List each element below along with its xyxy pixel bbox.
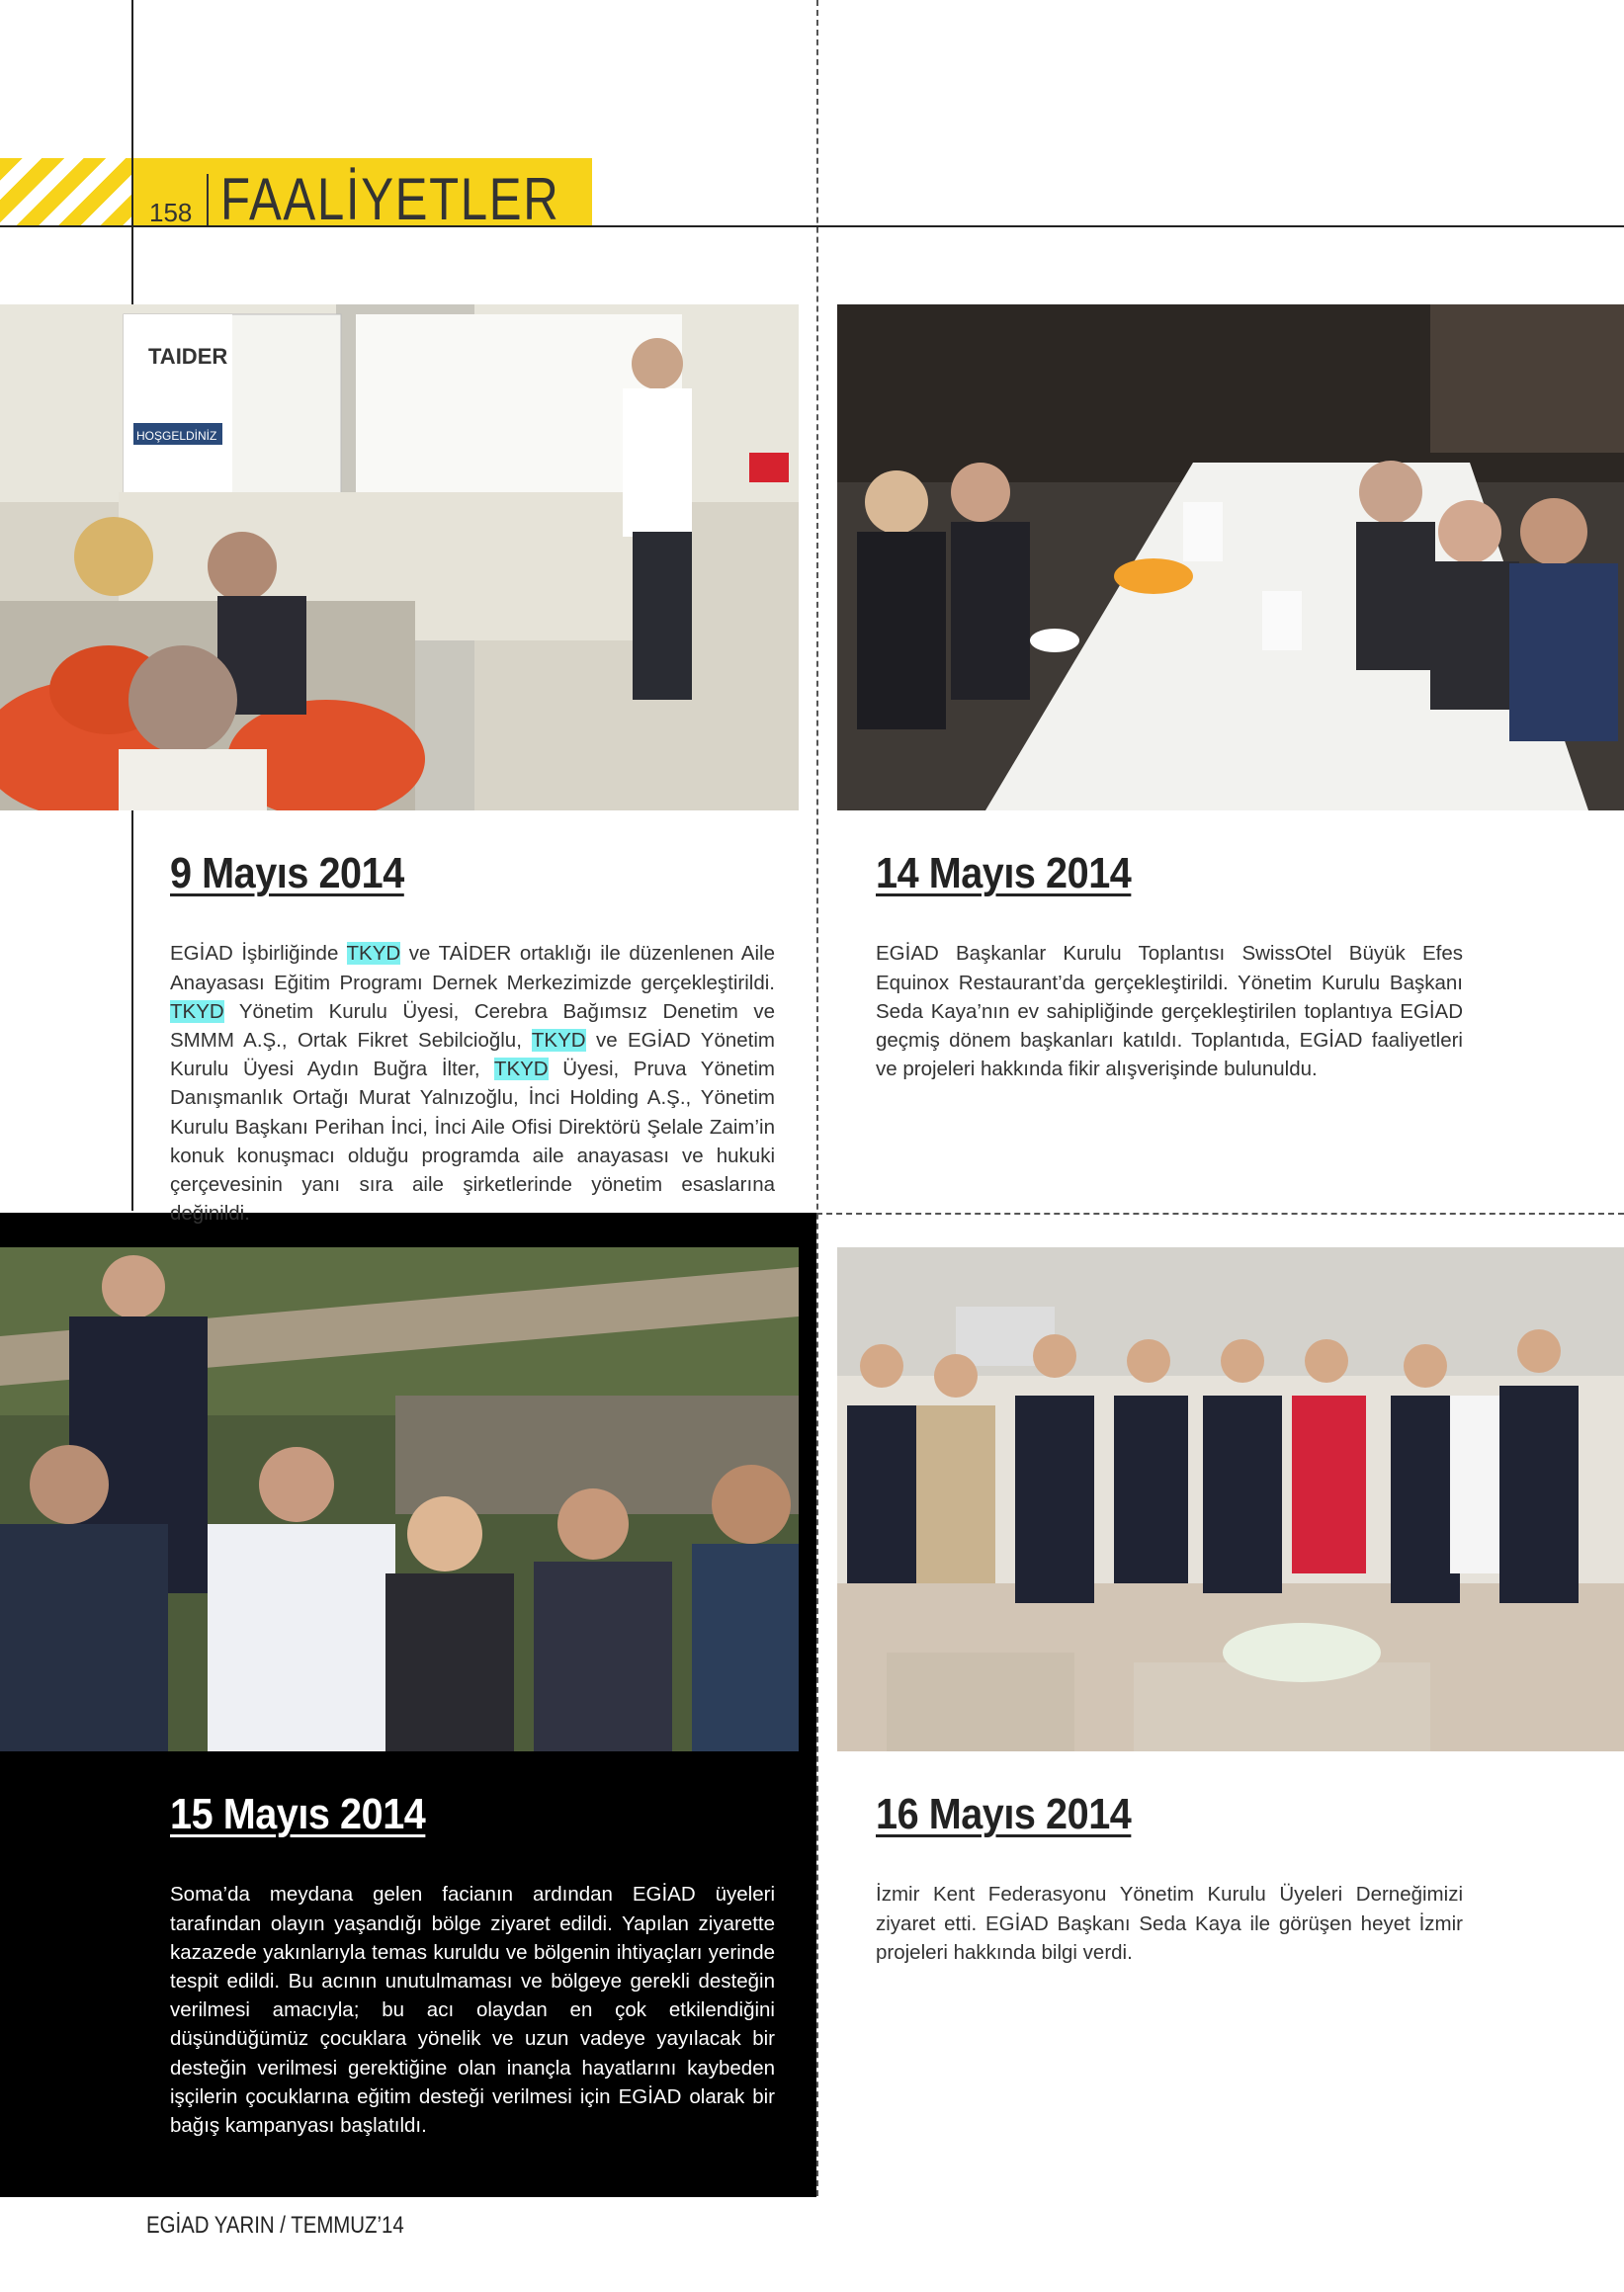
highlighted-term: TKYD xyxy=(346,942,401,966)
highlighted-term: TKYD xyxy=(170,999,224,1023)
article-body xyxy=(170,939,775,1228)
article-body xyxy=(876,939,1463,1083)
article-body xyxy=(876,1880,1463,1967)
section-title: FAALİYETLER xyxy=(220,166,560,225)
article-may-9 xyxy=(170,850,775,1248)
section-header xyxy=(133,158,592,225)
header-rule xyxy=(0,225,1624,227)
body-text-run: ve EGİAD Yönetim Kurulu Üyesi Aydın Buğra İlter, xyxy=(170,1029,775,1081)
body-text-run: Yönetim Kurulu Üyesi, Cerebra Bağımsız Denetim ve SMMM A.Ş., Ortak Fikret Sebilcioğlu, xyxy=(170,999,775,1052)
body-text-run: EGİAD Başkanlar Kurulu Toplantısı SwissOtel Büyük Efes Equinox Restaurant’da gerçekleştirildi. Yönetim Kurulu Başkanı Seda Kaya’nın ev sahipliğinde gerçekleştirilen toplantıya EGİAD geçmiş dönem başkanları katıldı. Toplantıda, EGİAD faaliyetleri ve projeleri hakkında fikir alışverişinde bulunuldu. xyxy=(876,942,1463,1081)
body-text-run: ve TAİDER ortaklığı ile düzenlenen Aile Anayasası Eğitim Programı Dernek Merkezimizde gerçekleştirildi. xyxy=(170,942,775,994)
article-may-15 xyxy=(170,1791,775,2161)
photo-seminar xyxy=(0,304,799,810)
article-may-16 xyxy=(876,1791,1463,1988)
hazard-stripes-decoration xyxy=(0,158,131,225)
row-divider xyxy=(816,1213,1624,1215)
body-text-run: İzmir Kent Federasyonu Yönetim Kurulu Üyeleri Derneğimizi ziyaret etti. EGİAD Başkanı Seda Kaya ile görüşen heyet İzmir projeleri hakkında bilgi verdi. xyxy=(876,1883,1463,1964)
highlighted-term: TKYD xyxy=(493,1058,549,1081)
article-date: 15 Mayıs 2014 xyxy=(170,1790,426,1838)
page-number: 158 xyxy=(149,198,193,225)
photo-delegation-visit xyxy=(837,1247,1624,1751)
welcome-banner-text: HOŞGELDİNİZ xyxy=(136,429,217,443)
footer-publication: EGİAD YARIN / TEMMUZ’14 xyxy=(146,2212,404,2239)
article-date: 16 Mayıs 2014 xyxy=(876,1790,1132,1838)
article-date: 9 Mayıs 2014 xyxy=(170,849,404,897)
body-text-run: EGİAD İşbirliğinde xyxy=(170,942,347,966)
article-may-14 xyxy=(876,850,1463,1104)
header-separator xyxy=(207,174,209,225)
photo-soma-visit xyxy=(0,1247,799,1751)
article-date: 14 Mayıs 2014 xyxy=(876,849,1132,897)
column-divider xyxy=(816,0,818,2196)
body-text-run: Soma’da meydana gelen facianın ardından EGİAD üyeleri tarafından olayın yaşandığı bölge ziyaret edildi. Yapılan ziyarette kazazede yakınlarıyla temas kuruldu ve bölgenin ihtiyaçları yerinde tespit edildi. Bu acının unutulmaması ve bölgeye gerekli desteğin verilmesi amacıyla; bu acı olaydan en çok etkilendiğini düşündüğümüz çocuklara yönelik ve uzun vadeye yayılacak bir desteğin verilmesi gerektiğine olan inançla hayatlarını kaybeden işçilerin çocuklarına eğitim desteği verilmesi için EGİAD olarak bir bağış kampanyası başlatıldı. xyxy=(170,1883,775,2138)
body-text-run: Üyesi, Pruva Yönetim Danışmanlık Ortağı Murat Yalnızoğlu, İnci Holding A.Ş., Yönetim Kurulu Başkanı Perihan İnci, İnci Aile Ofisi Direktörü Şelale Zaim’in konuk konuşmacı olduğu programda aile anayasası ve hukuki çerçevesinin yanı sıra aile şirketlerinde yönetim esaslarına değinildi. xyxy=(170,1058,775,1226)
taider-banner-text: TAIDER xyxy=(148,344,228,369)
article-body xyxy=(170,1880,775,2140)
photo-dinner-meeting xyxy=(837,304,1624,810)
highlighted-term: TKYD xyxy=(531,1029,586,1052)
